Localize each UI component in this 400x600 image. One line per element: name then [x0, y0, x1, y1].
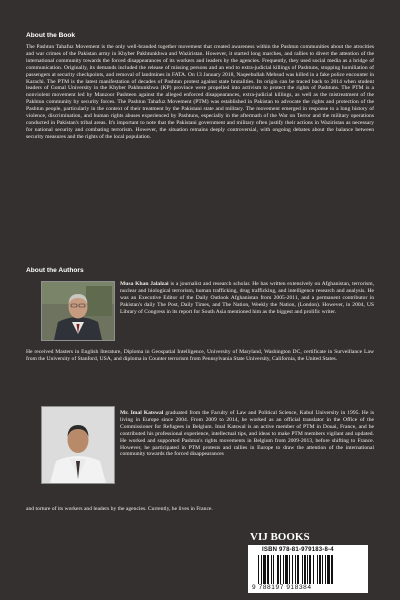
barcode-bar — [325, 555, 326, 584]
barcode-bar — [277, 555, 279, 584]
author2-photo — [41, 406, 115, 484]
barcode-bar — [322, 555, 323, 584]
barcode-bar — [267, 555, 269, 584]
author1-bio-bottom: He received Masters in English literature, Diploma in Geospatial Intelligence, University of Maryland, Washington DC, certificate in Surveillance Law from the University of Stanford, USA, and diploma in Counter terrorism from Pennsylvania State University, California, the United States. — [26, 349, 374, 362]
barcode-bar — [309, 555, 311, 584]
author1-bio-top: is a journalist and research scholar. He has written extensively on Afghanistan, terrorism, nuclear and biological terrorism, human trafficking, drug trafficking, and intelligence research and analysis. He was an Executive Editor of the Daily Outlook Afghanistan from 2005-2011, and a permanent contributor in Pakistan's daily The Post, Daily Times, and The Nation, Weekly the Nation, (London). However, in 2004, US Library of Congress in its report for South Asia mentioned him as the biggest and prolific writer. — [120, 281, 374, 315]
barcode-bar — [307, 555, 308, 584]
barcode-bar — [258, 555, 259, 584]
barcode-bar — [271, 555, 272, 584]
publisher-name: VIJ BOOKS — [250, 531, 310, 543]
barcode-bar — [313, 555, 314, 584]
about-book-heading: About the Book — [26, 32, 76, 39]
barcode-bar — [319, 555, 321, 584]
barcode-bars — [256, 555, 360, 584]
barcode-bar — [280, 555, 281, 584]
author2-bio-top: graduated from the Faculty of Law and Political Science, Kabul University in 1995. He is living in Europe since 2004. From 2009 to 2014, he worked as an official translator in the Office of the Commissioner for Refugees in Belgium. Imal Katswal is an active member of PTM in Douai, France, and he contributed his professional experience, intellectual tips, and ideas to make PTM members vigilant and updated. He worked and supported Pashtun's rights movements in Belgium from 2009-2013, before shifting to France. However, he participated in PTM protests and rallies in Europe to draw the attention of the international community towards the forced disappearances — [120, 410, 374, 458]
barcode-bar — [304, 555, 306, 584]
author1-name: Musa Khan Jalalzai — [120, 281, 169, 287]
barcode-bar — [302, 555, 303, 584]
author1-photo — [41, 281, 115, 341]
barcode-bar — [292, 555, 293, 584]
barcode-bar — [289, 555, 290, 584]
author1-bio — [120, 281, 374, 316]
about-authors-heading: About the Authors — [26, 267, 84, 274]
barcode-bar — [331, 555, 333, 584]
barcode-bar — [317, 555, 318, 584]
barcode-bar — [285, 555, 288, 584]
barcode-bar — [295, 555, 296, 584]
barcode-digits: 9 788197 918384 — [252, 584, 312, 591]
barcode — [248, 545, 368, 593]
about-book-paragraph: The Pashtun Tahafuz Movement is the only well-branded together movement that created awareness within the Pashtun communities about the atrocities and war crimes of the Pakistan army in Khyber Pakhtunkhwa and Waziristan. However, it started long marches, and rallies to divert the attention of the international community towards the forced disappearances of its workers and leaders by the agencies. Frequently, they used social media as a bridge of communication. Originally, its demands included the release of missing persons and an end to extra-judicial killings of Pashtuns, stopping humiliation of passengers at security checkpoints, and removal of landmines in FATA. On 13 January 2018, Naqeebullah Mehsud was killed in a fake police encounter in Karachi. The PTM is the latest manifestation of decades of Pashtun protest against state brutalities. Its origin can be traced back to 2014 when student leaders of Gomal University in the Khyber Pakhtunkhwa (KP) province were propelled into activism to protect the rights of Pashtuns. The PTM is a nonviolent movement led by Manzoor Pashteen against the alleged enforced disappearances, extra-judicial killings, as well as the mistreatment of the Pakhtun community by security forces. The Pashtun Tahafuz Movement (PTM) was established in Pakistan to advocate the rights and protection of the Pashtun people, particularly in the context of their treatment by the Pakistani state and military. The movement emerged in response to a long history of violence, discrimination, and human rights abuses experienced by Pashtuns, especially in the aftermath of the War on Terror and the military operations conducted in Pakistan's tribal areas. It's important to note that the Pakistani government and military often justify their actions in Waziristan as necessary for national security and combating terrorism. However, the situation remains deeply controversial, with ongoing debates about the balance between security measures and the rights of the local population. — [26, 44, 374, 140]
barcode-bar — [327, 555, 330, 584]
barcode-bar — [297, 555, 299, 584]
author2-name: Mr. Imal Katswal — [120, 410, 164, 416]
barcode-bar — [263, 555, 266, 584]
isbn-label: ISBN 978-81-979183-8-4 — [262, 547, 334, 553]
barcode-bar — [273, 555, 274, 584]
author2-bio-bottom: and torture of its workers and leaders by the agencies. Currently, he lives in France. — [26, 506, 213, 512]
author2-bio — [120, 410, 374, 458]
barcode-bar — [261, 555, 262, 584]
barcode-bar — [283, 555, 284, 584]
